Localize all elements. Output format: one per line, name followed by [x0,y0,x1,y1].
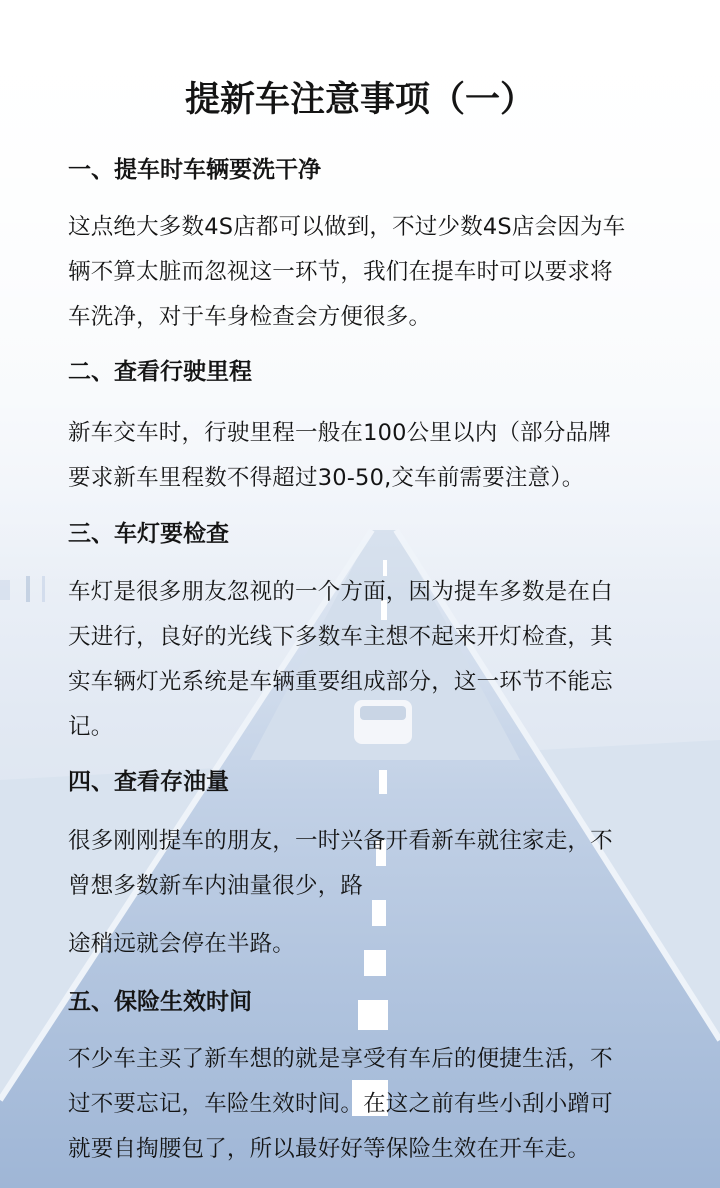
section-paragraph-1 [68,205,668,340]
page-title: 提新车注意事项（一） [184,80,535,120]
paragraph-line: 实车辆灯光系统是车辆重要组成部分，这一环节不能忘 [68,669,613,695]
paragraph-line: 车洗净，对于车身检查会方便很多。 [68,304,432,330]
section-paragraph-4a [68,819,668,909]
section-paragraph-4b [68,922,668,967]
section-heading-2: 二、查看行驶里程 [68,359,252,385]
paragraph-line: 这点绝大多数4S店都可以做到，不过少数4S店会因为车 [68,214,626,240]
paragraph-line: 新车交车时，行驶里程一般在100公里以内（部分品牌 [68,420,611,446]
section-paragraph-2 [68,411,668,501]
paragraph-line: 天进行，良好的光线下多数车主想不起来开灯检查，其 [68,624,613,650]
section-heading-4: 四、查看存油量 [68,769,229,795]
paragraph-line: 曾想多数新车内油量很少，路 [68,873,364,899]
paragraph-line: 就要自掏腰包了，所以最好好等保险生效在开车走。 [68,1136,591,1162]
section-heading-5: 五、保险生效时间 [68,989,252,1015]
section-paragraph-3 [68,570,668,750]
paragraph-line: 记。 [68,714,114,740]
paragraph-line: 不少车主买了新车想的就是享受有车后的便捷生活，不 [68,1046,613,1072]
paragraph-line: 途稍远就会停在半路。 [68,931,296,957]
paragraph-line: 辆不算太脏而忽视这一环节，我们在提车时可以要求将 [68,259,613,285]
section-heading-1: 一、提车时车辆要洗干净 [68,157,321,183]
paragraph-line: 过不要忘记，车险生效时间。在这之前有些小刮小蹭可 [68,1091,613,1117]
paragraph-line: 要求新车里程数不得超过30-50,交车前需要注意）。 [68,465,585,491]
section-heading-3: 三、车灯要检查 [68,521,229,547]
paragraph-line: 很多刚刚提车的朋友，一时兴备开看新车就往家走，不 [68,828,613,854]
section-paragraph-5 [68,1037,668,1172]
paragraph-line: 车灯是很多朋友忽视的一个方面，因为提车多数是在白 [68,579,613,605]
